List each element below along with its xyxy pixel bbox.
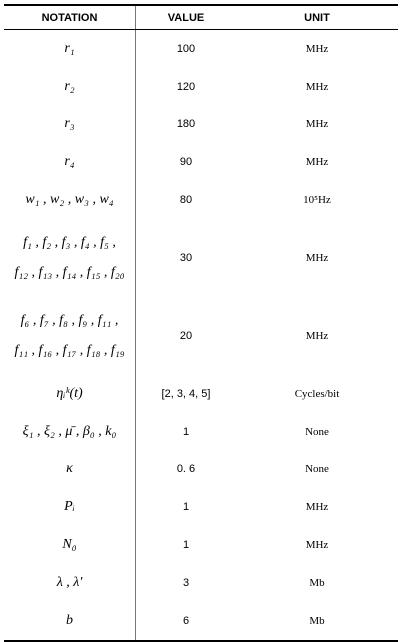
value-cell: 90 bbox=[179, 156, 193, 169]
notation-cell bbox=[4, 30, 136, 68]
notation-cell bbox=[4, 219, 136, 297]
notation-text: λ , λ' bbox=[56, 574, 83, 590]
value-cell: 20 bbox=[179, 329, 193, 342]
header-notation: NOTATION bbox=[4, 6, 136, 29]
notation-cell bbox=[4, 413, 136, 451]
value-cell: 3 bbox=[182, 576, 190, 589]
notation-cell bbox=[4, 488, 136, 526]
unit-cell: None bbox=[305, 463, 329, 476]
table-row bbox=[4, 143, 398, 181]
notation-cell bbox=[4, 526, 136, 564]
notation-text: f₁₁ , f₁₆ , f₁₇ , f₁₈ , f₁₉ bbox=[14, 342, 125, 358]
notation-text: r₄ bbox=[64, 154, 75, 170]
header-value: VALUE bbox=[167, 11, 205, 24]
unit-cell: MHz bbox=[305, 539, 329, 552]
value-cell: 180 bbox=[176, 118, 196, 131]
parameter-table bbox=[4, 4, 398, 642]
unit-cell: None bbox=[305, 425, 329, 438]
value-cell: [2, 3, 4, 5] bbox=[161, 387, 211, 400]
table-row bbox=[4, 488, 398, 526]
table-row bbox=[4, 375, 398, 413]
notation-text: b bbox=[66, 612, 73, 628]
table-row bbox=[4, 564, 398, 602]
unit-cell: MHz bbox=[305, 80, 329, 93]
notation-cell bbox=[4, 297, 136, 375]
notation-text: r₂ bbox=[64, 78, 75, 94]
notation-cell bbox=[4, 143, 136, 181]
notation-cell bbox=[4, 451, 136, 489]
unit-cell: MHz bbox=[305, 42, 329, 55]
table-header bbox=[4, 6, 398, 30]
unit-cell: MHz bbox=[305, 501, 329, 514]
unit-cell: MHz bbox=[305, 118, 329, 131]
table-row bbox=[4, 451, 398, 489]
value-cell: 80 bbox=[179, 194, 193, 207]
notation-text: r₁ bbox=[64, 40, 75, 56]
value-cell: 30 bbox=[179, 251, 193, 264]
value-cell: 6 bbox=[182, 614, 190, 627]
table-row bbox=[4, 297, 398, 375]
notation-cell bbox=[4, 181, 136, 219]
value-cell: 120 bbox=[176, 80, 196, 93]
notation-cell bbox=[4, 602, 136, 640]
value-cell: 1 bbox=[182, 501, 190, 514]
notation-text: N₀ bbox=[62, 537, 77, 553]
table-row bbox=[4, 219, 398, 297]
unit-cell: MHz bbox=[305, 329, 329, 342]
value-cell: 1 bbox=[182, 539, 190, 552]
header-unit: UNIT bbox=[304, 11, 330, 24]
notation-text: f₆ , f₇ , f₈ , f₉ , f₁₁ , bbox=[20, 312, 119, 328]
notation-cell bbox=[4, 68, 136, 106]
table-row bbox=[4, 106, 398, 144]
notation-text: κ bbox=[66, 461, 73, 477]
table-row bbox=[4, 413, 398, 451]
notation-text: f₁₂ , f₁₃ , f₁₄ , f₁₅ , f₂₀ bbox=[14, 264, 125, 280]
unit-cell: Cycles/bit bbox=[294, 387, 340, 400]
value-cell: 0. 6 bbox=[176, 463, 196, 476]
table-row bbox=[4, 68, 398, 106]
table-row bbox=[4, 526, 398, 564]
notation-cell bbox=[4, 375, 136, 413]
notation-text: Pᵢ bbox=[64, 499, 75, 515]
table-row bbox=[4, 602, 398, 640]
table-row bbox=[4, 181, 398, 219]
notation-text: ηᵢᵏ(t) bbox=[56, 385, 83, 401]
notation-cell bbox=[4, 106, 136, 144]
value-cell: 1 bbox=[182, 425, 190, 438]
notation-text: ξ₁ , ξ₂ , μ̄ , β₀ , k₀ bbox=[22, 423, 117, 439]
unit-cell: MHz bbox=[305, 251, 329, 264]
value-cell: 100 bbox=[176, 42, 196, 55]
table-row bbox=[4, 30, 398, 68]
unit-cell: 10⁵Hz bbox=[303, 194, 331, 207]
notation-text: f₁ , f₂ , f₃ , f₄ , f₅ , bbox=[23, 234, 116, 250]
notation-text: r₃ bbox=[64, 116, 75, 132]
notation-cell bbox=[4, 564, 136, 602]
unit-cell: Mb bbox=[309, 576, 325, 589]
notation-text: w₁ , w₂ , w₃ , w₄ bbox=[25, 192, 114, 208]
unit-cell: MHz bbox=[305, 156, 329, 169]
unit-cell: Mb bbox=[309, 614, 325, 627]
